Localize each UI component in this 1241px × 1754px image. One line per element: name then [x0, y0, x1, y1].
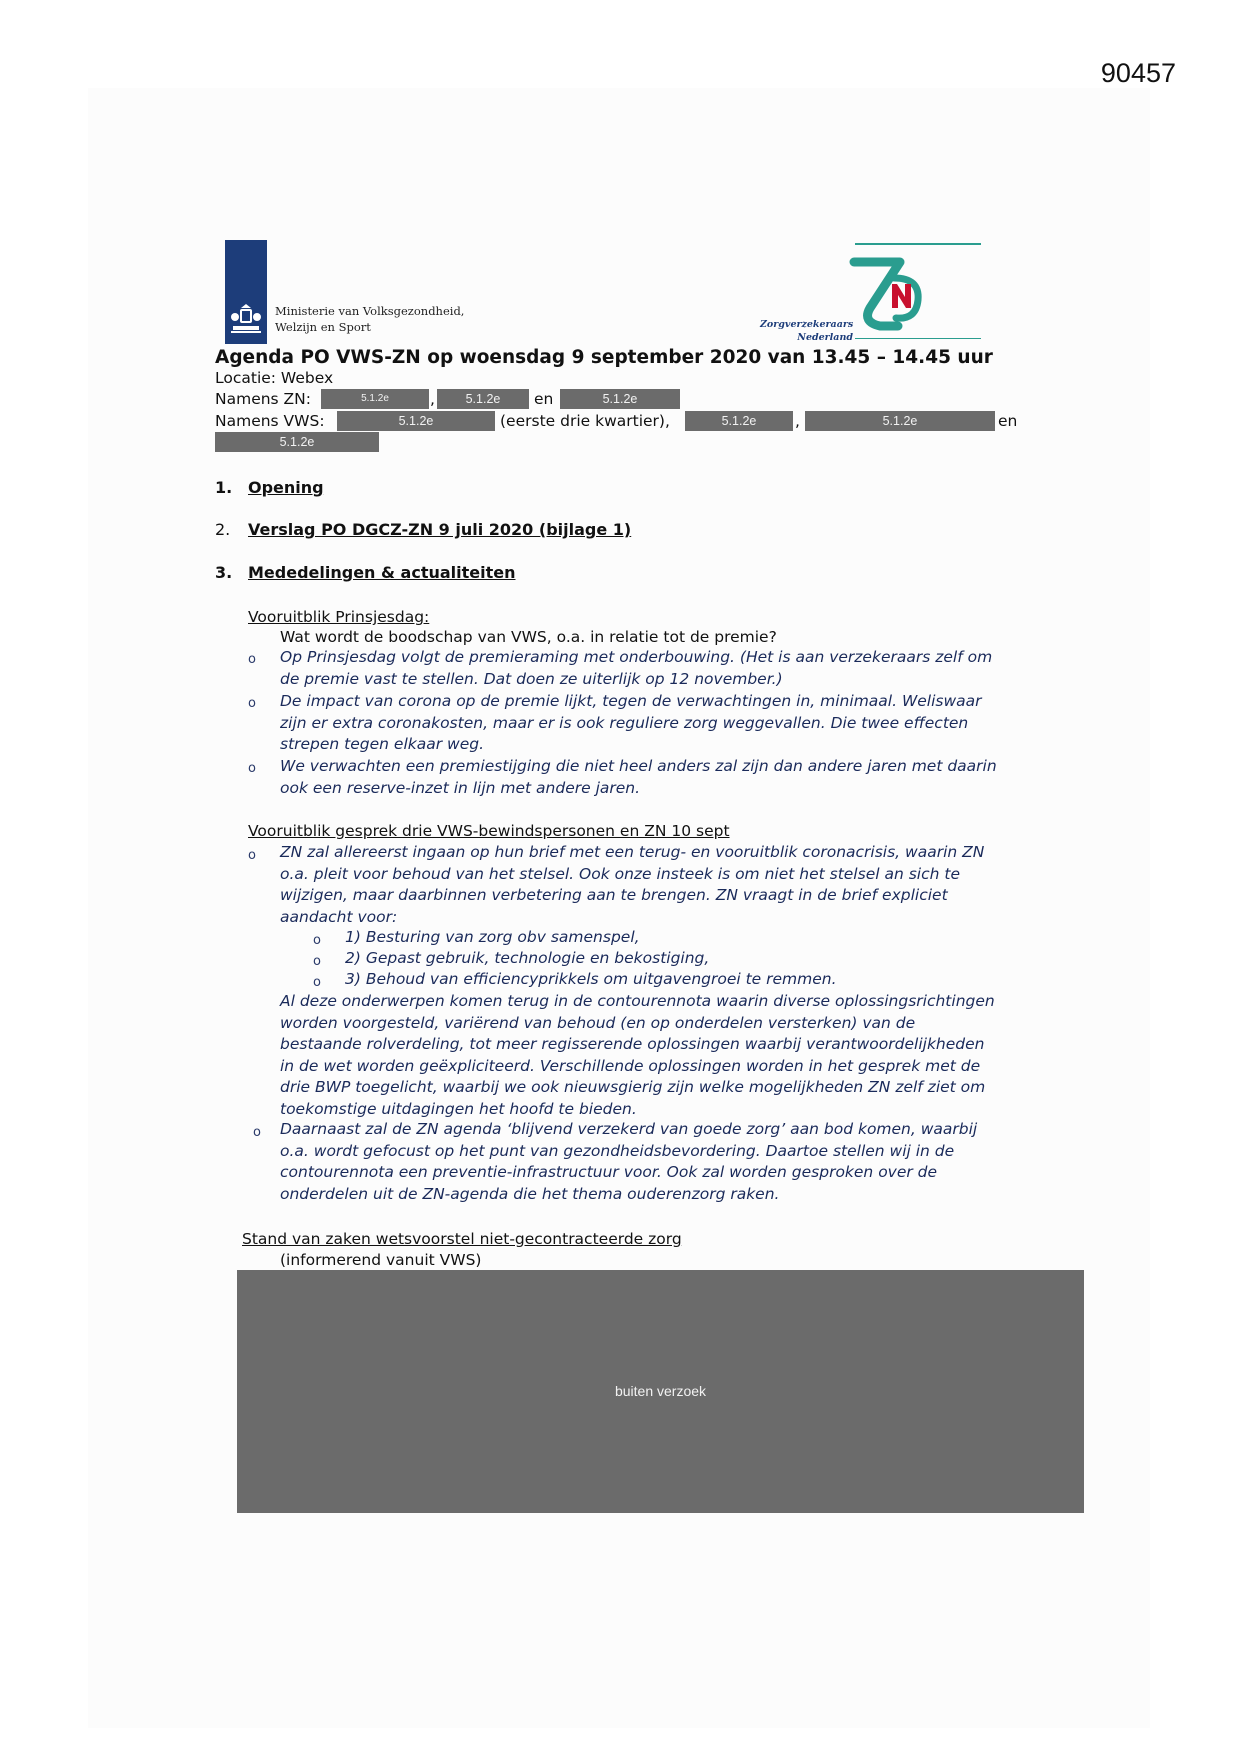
- agenda-item-number: 3.: [215, 563, 233, 582]
- redaction-block: 5.1.2e: [337, 411, 495, 431]
- bullet-text: De impact van corona op de premie lijkt, tegen de verwachtingen in, minimaal. Weliswaar zijn er extra coronakosten, maar er is ook reguliere zorg weggevallen. Die twee effecten strepen tegen elkaar weg.: [280, 692, 982, 753]
- agenda-item-number: 2.: [215, 520, 231, 539]
- agenda-item-mededelingen: Mededelingen & actualiteiten: [248, 563, 516, 582]
- prinsjesdag-question: Wat wordt de boodschap van VWS, o.a. in relatie tot de premie?: [280, 628, 777, 646]
- wetsvoorstel-note: (informerend vanuit VWS): [280, 1251, 482, 1269]
- zn-name-line2: Nederland: [797, 332, 853, 343]
- subbullet-text: 1) Besturing van zorg obv samenspel,: [345, 928, 640, 946]
- separator-comma: ,: [430, 390, 435, 408]
- namens-vws-label: Namens VWS:: [215, 412, 325, 430]
- hollow-circle-bullet: o: [248, 848, 256, 863]
- royal-coat-of-arms-icon: [228, 300, 264, 336]
- agenda-item-opening: Opening: [248, 478, 324, 497]
- zn-logo-bottom-rule: [855, 338, 981, 339]
- separator-comma: ,: [795, 412, 800, 430]
- redaction-block: 5.1.2e: [560, 389, 680, 409]
- hollow-circle-bullet: o: [253, 1125, 261, 1140]
- hollow-circle-bullet: o: [313, 933, 321, 948]
- bullet-text: Daarnaast zal de ZN agenda ‘blijvend verzekerd van goede zorg’ aan bod komen, waarbij o.a. wordt gefocust op het punt van gezondheidsbevordering. Daartoe stellen wij in de contourennota een preventie-infrastructuur voor. Ook zal worden gesproken over de onderdelen uit de ZN-agenda die het thema ouderenzorg raken.: [280, 1120, 978, 1203]
- agenda-item-number: 1.: [215, 478, 233, 497]
- namens-zn-label: Namens ZN:: [215, 390, 311, 408]
- continuation-text: Al deze onderwerpen komen terug in de contourennota waarin diverse oplossingsrichtingen worden voorgesteld, variërend van behoud (en op onderdelen versterken) van de bestaande rolverdeling, tot meer regisserende oplossingen waarbij verantwoordelijkheden in de wet worden geëxpliciteerd. Verschillende oplossingen worden in het gesprek met de drie BWP toegelicht, waarbij we ook nieuwsgierig zijn welke mogelijkheden ZN zelf ziet om toekomstige uitdagingen het hoofd te bieden.: [280, 992, 995, 1118]
- zn-name: [760, 318, 853, 344]
- redaction-block: 5.1.2e: [321, 389, 429, 409]
- subheading-wetsvoorstel: Stand van zaken wetsvoorstel niet-gecontracteerde zorg: [242, 1230, 682, 1248]
- conjunction-en: en: [534, 390, 554, 408]
- hollow-circle-bullet: o: [313, 975, 321, 990]
- bullet-text: Op Prinsjesdag volgt de premieraming met onderbouwing. (Het is aan verzekeraars zelf om de premie vast te stellen. Dat doen ze uiterlijk op 12 november.): [280, 648, 993, 688]
- hollow-circle-bullet: o: [248, 652, 256, 667]
- redaction-block: 5.1.2e: [685, 411, 793, 431]
- subheading-gesprek: Vooruitblik gesprek drie VWS-bewindspersonen en ZN 10 sept: [248, 822, 730, 840]
- namens-vws-note: (eerste drie kwartier),: [500, 412, 670, 430]
- subbullet-text: 2) Gepast gebruik, technologie en bekostiging,: [345, 949, 710, 967]
- hollow-circle-bullet: o: [313, 954, 321, 969]
- zn-logo-top-rule: [855, 243, 981, 245]
- agenda-item-verslag: Verslag PO DGCZ-ZN 9 juli 2020 (bijlage 1): [248, 520, 632, 539]
- bullet-text: We verwachten een premiestijging die niet heel anders zal zijn dan andere jaren met daarin ook een reserve-inzet in lijn met andere jaren.: [280, 757, 997, 797]
- ministry-name-line2: Welzijn en Sport: [275, 320, 371, 334]
- subheading-prinsjesdag: Vooruitblik Prinsjesdag:: [248, 608, 430, 626]
- hollow-circle-bullet: o: [248, 761, 256, 776]
- ministry-name: [275, 303, 464, 335]
- location: Locatie: Webex: [215, 369, 334, 387]
- redaction-block: 5.1.2e: [215, 432, 379, 452]
- hollow-circle-bullet: o: [248, 696, 256, 711]
- redaction-block: 5.1.2e: [805, 411, 995, 431]
- zn-name-line1: Zorgverzekeraars: [760, 319, 854, 330]
- conjunction-en: en: [998, 412, 1018, 430]
- document-number: 90457: [1100, 58, 1176, 88]
- agenda-title: Agenda PO VWS-ZN op woensdag 9 september 2020 van 13.45 – 14.45 uur: [215, 347, 993, 368]
- bullet-text: ZN zal allereerst ingaan op hun brief met een terug- en vooruitblik coronacrisis, waarin ZN o.a. pleit voor behoud van het stelsel. Ook onze insteek is om niet het stelsel an sich te wijzigen, maar daarbinnen verbetering aan te brengen. ZN vraagt in de brief expliciet aandacht voor:: [280, 843, 985, 926]
- zn-logo-icon: [848, 250, 928, 332]
- ministry-name-line1: Ministerie van Volksgezondheid,: [275, 304, 465, 318]
- redaction-block: 5.1.2e: [437, 389, 529, 409]
- subbullet-text: 3) Behoud van efficiencyprikkels om uitgavengroei te remmen.: [345, 970, 837, 988]
- redacted-section-label: buiten verzoek: [614, 1383, 707, 1399]
